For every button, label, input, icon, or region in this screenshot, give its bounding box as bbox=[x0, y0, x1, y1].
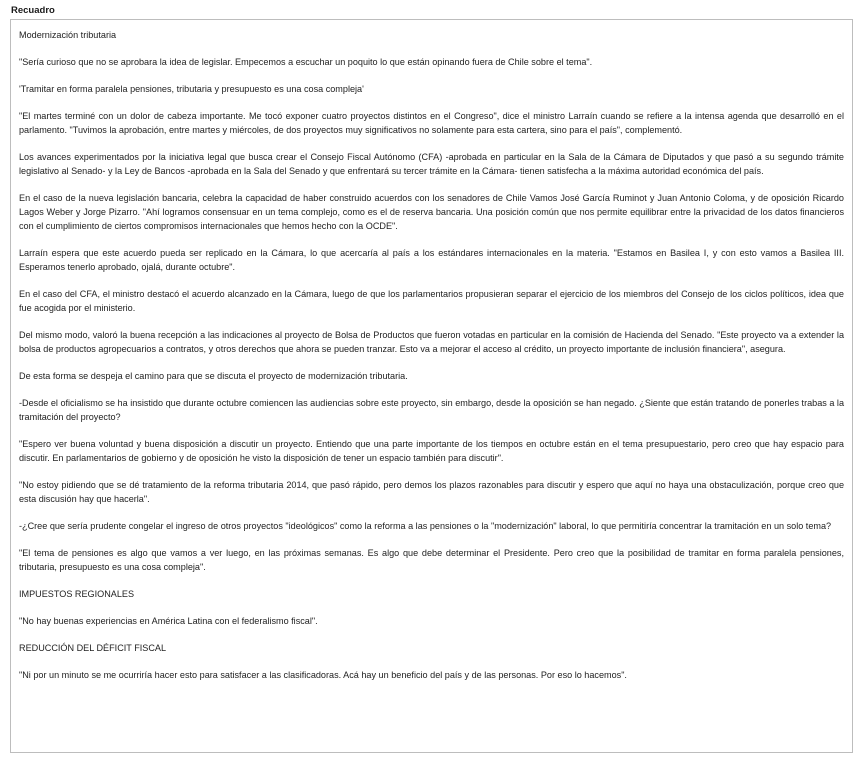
article-title: Modernización tributaria bbox=[19, 30, 117, 40]
article-paragraph: De esta forma se despeja el camino para que se discuta el proyecto de modernización tributaria. bbox=[19, 371, 408, 381]
article-paragraph: "No hay buenas experiencias en América Latina con el federalismo fiscal". bbox=[19, 616, 318, 626]
article-paragraph: 'Tramitar en forma paralela pensiones, tributaria y presupuesto es una cosa compleja' bbox=[19, 84, 364, 94]
article-paragraph: Del mismo modo, valoró la buena recepción a las indicaciones al proyecto de Bolsa de Productos que fueron votadas en particular en la comisión de Hacienda del Senado. "Este proyecto va a extender la bolsa de productos agropecuarios a contratos, y otros derechos que ahora se pueden tranzar. Esto va a mejorar el acceso al crédito, un proyecto importante de inclusión financiera", asegura. bbox=[19, 330, 844, 354]
section-label: Recuadro bbox=[11, 5, 55, 16]
article-paragraph: En el caso del CFA, el ministro destacó el acuerdo alcanzado en la Cámara, luego de que los parlamentarios propusieran separar el ejercicio de los miembros del Consejo de los ciclos políticos, idea que fue acogida por el ministerio. bbox=[19, 289, 844, 313]
article-paragraph: Larraín espera que este acuerdo pueda ser replicado en la Cámara, lo que acercaría al país a los estándares internacionales en la materia. "Estamos en Basilea I, y con esto vamos a Basilea III. Esperamos tenerlo aprobado, ojalá, durante octubre". bbox=[19, 248, 844, 272]
article-paragraph: Los avances experimentados por la iniciativa legal que busca crear el Consejo Fiscal Autónomo (CFA) -aprobada en particular en la Sala de la Cámara de Diputados y que pasó a su segundo trámite legislativo al Senado- y la Ley de Bancos -aprobada en la Sala del Senado y que enfrentará su tercer trámite en la Cámara- tienen satisfecha a la máxima autoridad económica del país. bbox=[19, 152, 844, 176]
article-paragraph: En el caso de la nueva legislación bancaria, celebra la capacidad de haber construido acuerdos con los senadores de Chile Vamos José García Ruminot y Juan Antonio Coloma, y de oposición Ricardo Lagos Weber y Jorge Pizarro. "Ahí logramos consensuar en un tema complejo, como es el de reserva bancaria. Una posición común que nos permite equilibrar entre la privacidad de los datos financieros con el cumplimiento de ciertos compromisos internacionales que hemos hecho con la OCDE". bbox=[19, 193, 844, 231]
article-question: -Desde el oficialismo se ha insistido que durante octubre comiencen las audiencias sobre este proyecto, sin embargo, desde la oposición se han negado. ¿Siente que están tratando de ponerles trabas a la tramitación del proyecto? bbox=[19, 398, 845, 422]
subsection-heading: IMPUESTOS REGIONALES bbox=[19, 589, 135, 599]
article-question: -¿Cree que sería prudente congelar el ingreso de otros proyectos "ideológicos" como la reforma a las pensiones o la "modernización" laboral, lo que permitiría concentrar la tramitación en un solo tema? bbox=[19, 521, 832, 531]
article-paragraph: "El martes terminé con un dolor de cabeza importante. Me tocó exponer cuatro proyectos distintos en el Congreso", dice el ministro Larraín cuando se refiere a la intensa agenda que desarrolló en el parlamento. "Tuvimos la aprobación, entre martes y miércoles, de dos proyectos muy significativos no solamente para esta cartera, sino para el país", complementó. bbox=[19, 111, 844, 135]
article-paragraph: "El tema de pensiones es algo que vamos a ver luego, en las próximas semanas. Es algo que debe determinar el Presidente. Pero creo que la posibilidad de tramitar en forma paralela pensiones, tributaria, presupuesto es una cosa compleja". bbox=[19, 548, 844, 572]
article-paragraph: "Ni por un minuto se me ocurriría hacer esto para satisfacer a las clasificadoras. Acá hay un beneficio del país y de las personas. Por eso lo hacemos". bbox=[19, 670, 627, 680]
subsection-heading: REDUCCIÓN DEL DÉFICIT FISCAL bbox=[19, 643, 167, 653]
article-box bbox=[10, 19, 853, 753]
article-paragraph: "Sería curioso que no se aprobara la idea de legislar. Empecemos a escuchar un poquito lo que están opinando fuera de Chile sobre el tema". bbox=[19, 57, 593, 67]
article-paragraph: "No estoy pidiendo que se dé tratamiento de la reforma tributaria 2014, que pasó rápido, pero demos los plazos razonables para discutir y espero que aquí no haya una obstaculización, porque creo que esta discusión hay que hacerla". bbox=[19, 480, 844, 504]
article-paragraph: "Espero ver buena voluntad y buena disposición a discutir un proyecto. Entiendo que una parte importante de los tiempos en octubre están en el tema presupuestario, pero creo que hay espacio para discutir. En parlamentarios de gobierno y de oposición he visto la disposición de tener un espacio también para discutir". bbox=[19, 439, 844, 463]
